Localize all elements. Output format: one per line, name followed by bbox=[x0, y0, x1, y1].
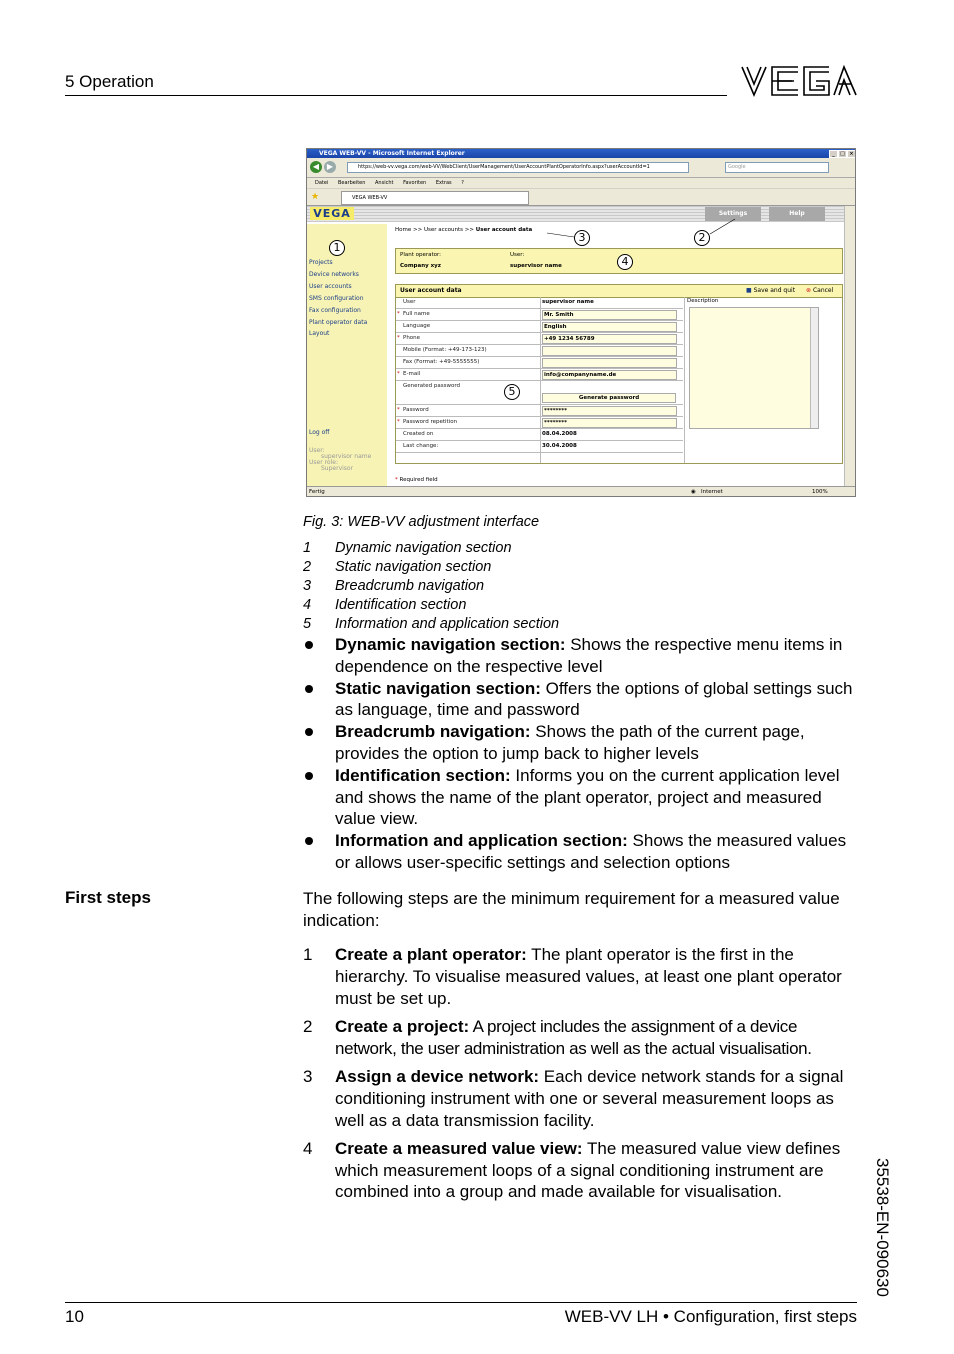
row-label: Password bbox=[403, 407, 429, 413]
legend-number: 2 bbox=[303, 559, 312, 575]
user-label: User: bbox=[309, 447, 325, 454]
callout-1: 1 bbox=[329, 240, 345, 256]
row-value: 30.04.2008 bbox=[542, 443, 577, 449]
nav-item-sms-configuration[interactable]: SMS configuration bbox=[309, 295, 364, 302]
bullet-item bbox=[303, 765, 859, 830]
breadcrumb-current: User account data bbox=[475, 227, 533, 233]
row-value: supervisor name bbox=[542, 299, 594, 305]
header-rule bbox=[65, 95, 727, 96]
legend-number: 1 bbox=[303, 540, 312, 556]
save-icon: ■ bbox=[746, 287, 752, 294]
close-icon[interactable]: × bbox=[847, 150, 856, 158]
required-marker: * bbox=[397, 419, 400, 425]
maximize-icon[interactable]: □ bbox=[838, 150, 847, 158]
cancel-icon: ⊗ bbox=[806, 287, 812, 294]
step-text: A project includes the assignment of a device network, the user administration as well as the actual visualisation. bbox=[335, 1016, 812, 1058]
first-steps-intro: The following steps are the minimum requirement for a measured value indication: bbox=[303, 889, 840, 930]
first-steps-heading: First steps bbox=[65, 888, 151, 907]
bullet-dot-icon bbox=[305, 728, 313, 736]
breadcrumb-path[interactable]: Home >> User accounts >> bbox=[395, 227, 476, 233]
row-label: Mobile (Format: +49-173-123) bbox=[403, 347, 487, 353]
legend-text: Dynamic navigation section bbox=[335, 540, 512, 556]
nav-item-device-networks[interactable]: Device networks bbox=[309, 271, 359, 278]
row-label: Language bbox=[403, 323, 431, 329]
menu-item[interactable]: Favoriten bbox=[403, 180, 427, 186]
step-number: 3 bbox=[303, 1066, 313, 1086]
user-name: supervisor name bbox=[321, 453, 372, 460]
bullet-item bbox=[303, 830, 859, 874]
nav-item-fax-configuration[interactable]: Fax configuration bbox=[309, 307, 361, 314]
zoom-level[interactable]: 100% bbox=[812, 489, 828, 495]
bullet-dot-icon bbox=[305, 837, 313, 845]
id-plant-label: Plant operator: bbox=[400, 252, 442, 258]
row-label: Phone bbox=[403, 335, 421, 341]
menu-item[interactable]: Bearbeiten bbox=[337, 180, 366, 186]
nav-item-user-accounts[interactable]: User accounts bbox=[309, 283, 352, 290]
user-role: Supervisor bbox=[321, 465, 354, 472]
step-item bbox=[303, 944, 861, 1009]
nav-item-layout[interactable]: Layout bbox=[309, 330, 330, 337]
required-note-text: Required field bbox=[399, 477, 438, 483]
callout-2: 2 bbox=[694, 230, 710, 246]
callout-4: 4 bbox=[617, 254, 633, 270]
full-name-input[interactable]: Mr. Smith bbox=[542, 310, 677, 320]
password-input[interactable]: ******** bbox=[542, 406, 677, 416]
step-term: Create a measured value view: bbox=[335, 1138, 583, 1158]
bullet-dot-icon bbox=[305, 641, 313, 649]
bullet-term: Dynamic navigation section: bbox=[335, 635, 566, 654]
row-value: 08.04.2008 bbox=[542, 431, 577, 437]
forward-icon[interactable]: ▶ bbox=[324, 161, 336, 173]
user-role-label: User role: bbox=[309, 459, 338, 466]
required-marker: * bbox=[397, 407, 400, 413]
id-plant-value: Company xyz bbox=[400, 263, 441, 269]
row-label: Created on bbox=[403, 431, 434, 437]
id-user-label: User: bbox=[510, 252, 525, 258]
menu-item[interactable]: ? bbox=[461, 180, 464, 186]
row-label: Fax (Format: +49-5555555) bbox=[403, 359, 480, 365]
legend-text: Static navigation section bbox=[335, 559, 492, 575]
phone-input[interactable]: +49 1234 56789 bbox=[542, 334, 677, 344]
bullet-text: Shows the measured values or allows user-specific settings and selection options bbox=[335, 831, 847, 872]
menu-item[interactable]: Datei bbox=[315, 180, 329, 186]
step-item bbox=[303, 1066, 861, 1131]
legend-text: Breadcrumb navigation bbox=[335, 578, 485, 594]
app-logo: VEGA bbox=[310, 207, 354, 220]
language-select[interactable]: English bbox=[542, 322, 677, 332]
status-text: Fertig bbox=[309, 489, 325, 495]
bullet-term: Information and application section: bbox=[335, 831, 628, 851]
window-title: VEGA WEB-VV - Microsoft Internet Explorer bbox=[319, 150, 465, 157]
bullet-text: Informs you on the current application level and shows the name of the plant operator, project and measured value view. bbox=[335, 765, 840, 829]
bullet-item bbox=[303, 634, 859, 678]
password-repeat-input[interactable]: ******** bbox=[542, 418, 677, 428]
step-number: 2 bbox=[303, 1016, 313, 1036]
save-label: Save and quit bbox=[753, 287, 796, 294]
cancel-label: Cancel bbox=[812, 287, 834, 294]
step-text: The measured value view defines which measurement loops of a signal conditioning instrument are combined into a group and made available for visualisation. bbox=[335, 1138, 841, 1202]
first-steps-list bbox=[303, 944, 861, 1210]
email-input[interactable]: info@companyname.de bbox=[542, 370, 677, 380]
legend-number: 5 bbox=[303, 616, 312, 632]
nav-item-projects[interactable]: Projects bbox=[309, 259, 333, 266]
footer-title: WEB-VV LH • Configuration, first steps bbox=[564, 1307, 857, 1326]
bullet-text: Shows the path of the current page, provides the option to jump back to higher levels bbox=[335, 722, 805, 763]
step-item bbox=[303, 1016, 861, 1060]
globe-icon: ◉ bbox=[691, 489, 696, 495]
nav-item-plant-operator-data[interactable]: Plant operator data bbox=[309, 319, 368, 326]
favorites-star-icon[interactable]: ★ bbox=[311, 192, 320, 202]
required-marker: * bbox=[397, 335, 400, 341]
menu-item[interactable]: Ansicht bbox=[375, 180, 394, 186]
vega-logo bbox=[740, 64, 858, 103]
callout-leader-lines bbox=[307, 149, 855, 496]
help-button[interactable]: Help bbox=[769, 207, 825, 221]
section-bullets bbox=[303, 634, 859, 874]
web-vv-screenshot bbox=[306, 148, 856, 497]
footer-rule bbox=[65, 1302, 857, 1303]
row-label: E-mail bbox=[403, 371, 421, 377]
step-text: The plant operator is the first in the hierarchy. To visualise measured values, at least one plant operator must be set up. bbox=[335, 945, 842, 1008]
bullet-dot-icon bbox=[305, 685, 313, 693]
legend-text: Identification section bbox=[335, 597, 467, 613]
row-label: Full name bbox=[403, 311, 430, 317]
browser-tab[interactable]: VEGA WEB-VV bbox=[341, 191, 529, 205]
step-number: 1 bbox=[303, 945, 313, 964]
row-label: User bbox=[403, 299, 416, 305]
step-term: Create a plant operator: bbox=[335, 945, 527, 964]
document-id: 35538-EN-090630 bbox=[873, 1158, 892, 1297]
back-icon[interactable]: ◀ bbox=[310, 161, 322, 173]
required-marker: * bbox=[397, 371, 400, 377]
row-label: Last change: bbox=[403, 443, 439, 449]
generate-password-button[interactable]: Generate password bbox=[542, 393, 676, 403]
row-label: Password repetition bbox=[403, 419, 458, 425]
bullet-dot-icon bbox=[305, 772, 313, 780]
form-title: User account data bbox=[400, 287, 462, 294]
step-text: Each device network stands for a signal conditioning instrument with one or several measurement loops as well as a data transmission facility. bbox=[335, 1066, 844, 1130]
search-input[interactable]: Google bbox=[725, 162, 829, 173]
figure-caption: Fig. 3: WEB-VV adjustment interface bbox=[303, 514, 540, 530]
callout-3: 3 bbox=[574, 230, 590, 246]
required-marker: * bbox=[397, 311, 400, 317]
zone-text: Internet bbox=[701, 489, 723, 495]
bullet-term: Breadcrumb navigation: bbox=[335, 722, 531, 742]
legend-number: 3 bbox=[303, 578, 312, 594]
callout-5: 5 bbox=[504, 384, 520, 400]
required-note: * Required field bbox=[395, 477, 438, 483]
menu-item[interactable]: Extras bbox=[435, 180, 452, 186]
bullet-item bbox=[303, 721, 859, 765]
step-item bbox=[303, 1138, 861, 1203]
page-number: 10 bbox=[65, 1307, 84, 1326]
bullet-term: Static navigation section: bbox=[335, 678, 541, 698]
legend-number: 4 bbox=[303, 597, 312, 613]
log-off-link[interactable]: Log off bbox=[309, 429, 330, 436]
settings-button[interactable]: Settings bbox=[705, 207, 761, 221]
legend-text: Information and application section bbox=[335, 616, 560, 632]
description-label: Description bbox=[687, 298, 719, 304]
id-user-value: supervisor name bbox=[510, 263, 562, 269]
bullet-text: Offers the options of global settings such as language, time and password bbox=[335, 678, 853, 720]
row-label: Generated password bbox=[403, 383, 461, 389]
minimize-icon[interactable]: _ bbox=[829, 150, 838, 158]
step-number: 4 bbox=[303, 1138, 313, 1158]
bullet-text: Shows the respective menu items in dependence on the respective level bbox=[335, 635, 843, 676]
section-heading: 5 Operation bbox=[65, 72, 154, 91]
bullet-item bbox=[303, 678, 859, 722]
step-term: Assign a device network: bbox=[335, 1066, 540, 1086]
address-input[interactable]: https://web-vv.vega.com/web-VV/WebClient/UserManagement/UserAccountPlantOperatorInfo.aspx?userAccountId=1 bbox=[347, 162, 689, 173]
bullet-term: Identification section: bbox=[335, 765, 511, 785]
step-term: Create a project: bbox=[335, 1016, 470, 1036]
